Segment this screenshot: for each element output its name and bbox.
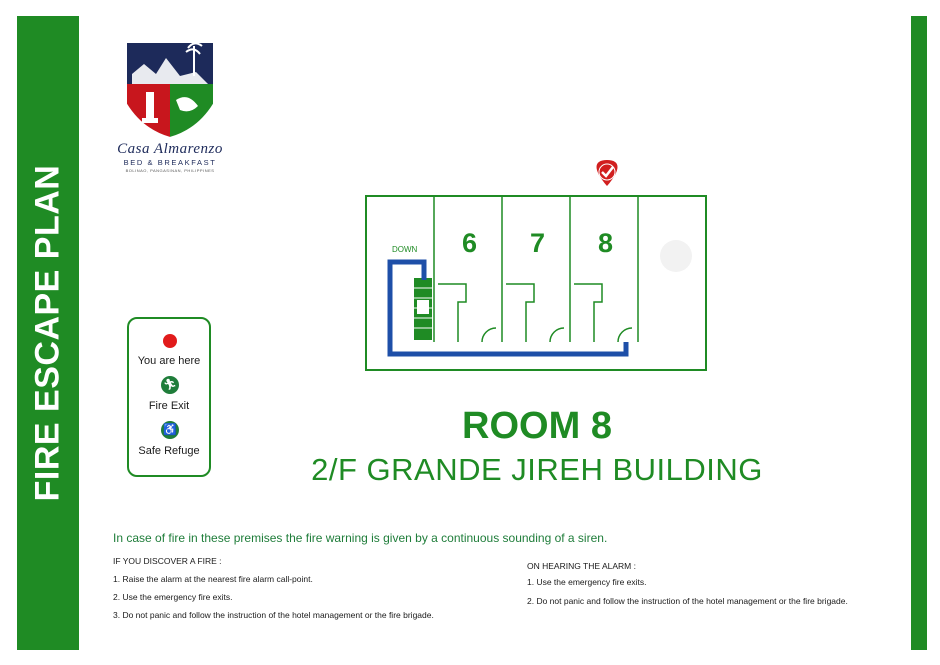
logo-name: Casa Almarenzo — [117, 141, 223, 157]
legend-label-fire-exit: Fire Exit — [148, 400, 190, 412]
legend-box — [127, 317, 211, 477]
legend-label-you-are-here: You are here — [137, 355, 201, 367]
discover-heading: IF YOU DISCOVER A FIRE : — [113, 556, 222, 566]
building-name: 2/F GRANDE JIREH BUILDING — [311, 452, 763, 487]
room-8-number: 8 — [598, 228, 614, 258]
logo-subtitle: BED & BREAKFAST — [123, 158, 217, 167]
floor-plan — [364, 156, 710, 376]
alarm-heading: ON HEARING THE ALARM : — [527, 561, 636, 571]
room-title: ROOM 8 — [462, 405, 612, 447]
legend-label-safe-refuge: Safe Refuge — [138, 445, 200, 457]
page-title: FIRE ESCAPE PLAN — [28, 164, 67, 502]
room-7-number: 7 — [530, 228, 546, 258]
you-are-here-dot-icon — [163, 334, 177, 348]
discover-step: 2. Use the emergency fire exits. — [113, 592, 233, 602]
right-green-bar — [911, 16, 927, 650]
alarm-step: 2. Do not panic and follow the instruction of the hotel management or the fire brigade. — [527, 596, 848, 606]
room-6-number: 6 — [462, 228, 478, 258]
fire-warning-notice: In case of fire in these premises the fire warning is given by a continuous sounding of a siren. — [113, 531, 608, 545]
alarm-step: 1. Use the emergency fire exits. — [527, 577, 647, 587]
discover-step: 1. Raise the alarm at the nearest fire alarm call-point. — [113, 574, 313, 584]
fire-exit-icon: 🏃︎ — [161, 376, 179, 394]
safe-refuge-icon: ♿ — [161, 421, 179, 439]
stair-label: DOWN — [392, 245, 418, 254]
logo-location: BOLINAO, PANGASINAN, PHILIPPINES — [125, 168, 215, 173]
discover-step: 3. Do not panic and follow the instruction of the hotel management or the fire brigade. — [113, 610, 434, 620]
